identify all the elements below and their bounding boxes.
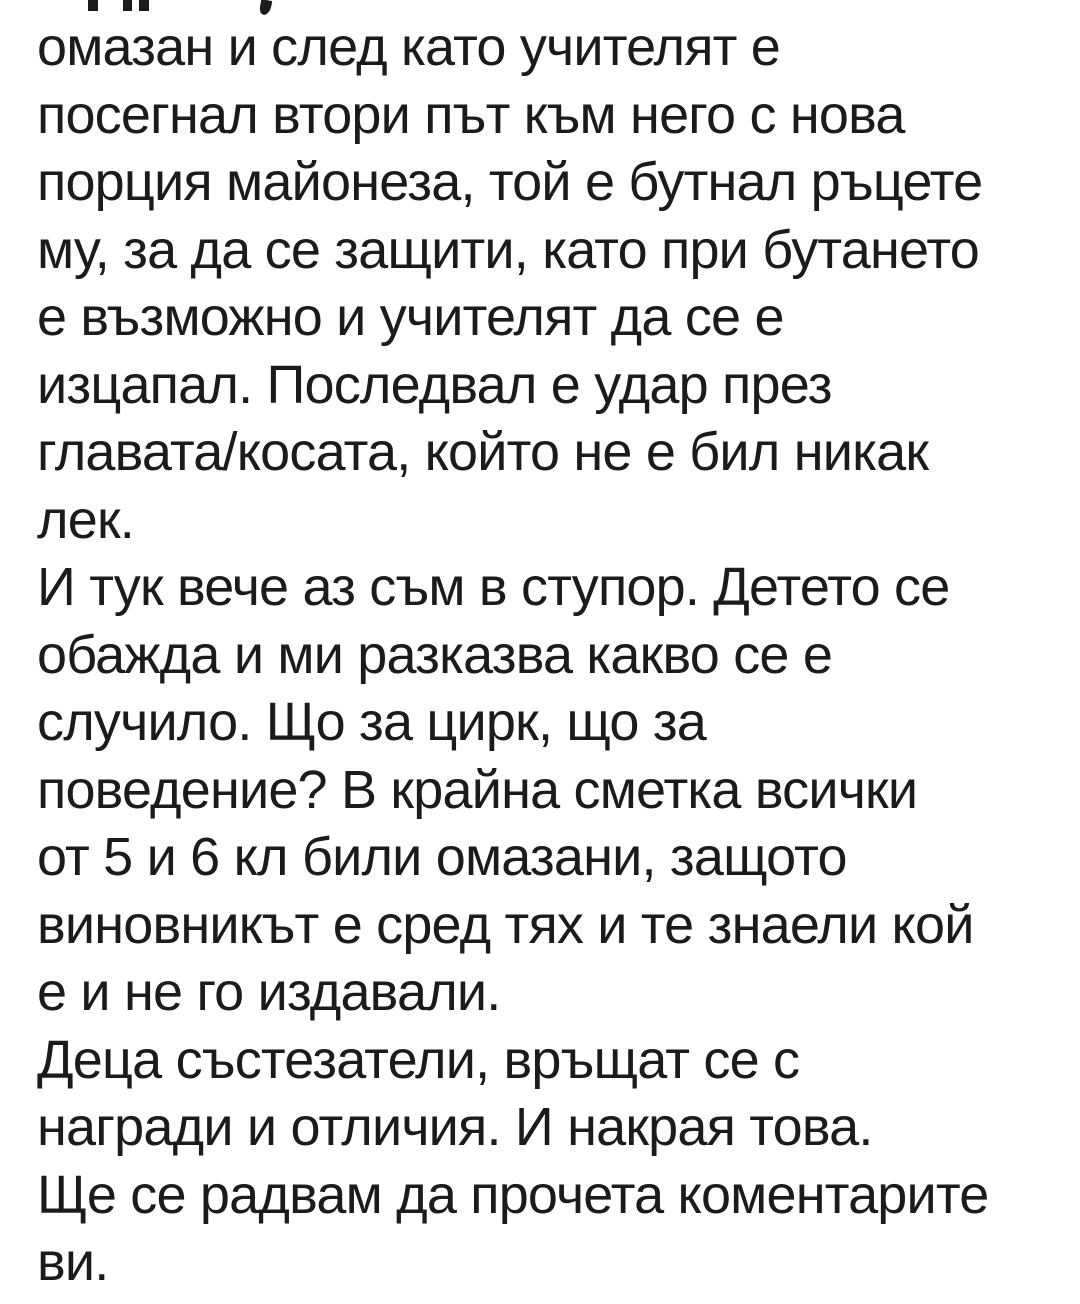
text-line: порция майонеза, той е бутнал ръцете [37, 152, 983, 212]
text-line: посегнал втори път към него с нова [37, 84, 905, 145]
text-line: Ще се радвам да прочета коментарите [37, 1164, 989, 1225]
text-line: от 5 и 6 кл били омазани, защото [37, 827, 847, 887]
text-line: лек. [37, 489, 134, 550]
text-line: поведение? В крайна сметка всички [37, 759, 918, 820]
text-line: виновникът е сред тях и те знаели кой [37, 894, 974, 955]
text-line: главата/косата, който не е бил никак [37, 422, 929, 482]
letter-descender-fragment [123, 0, 132, 11]
text-line: И тук вече аз съм в ступор. Детето се [37, 557, 950, 617]
post-text [37, 14, 988, 1297]
text-line: изцапал. Последвал е удар през [37, 354, 832, 415]
text-line: е възможно и учителят да се е [37, 287, 784, 347]
text-line: му, за да се защити, като при бутането [37, 219, 979, 280]
text-line: ви. [37, 1232, 109, 1292]
text-line: обажда и ми разказва какво се е [37, 624, 833, 685]
text-line: омазан и след като учителят е [37, 17, 781, 77]
letter-descender-fragment [88, 0, 98, 11]
text-line: случило. Що за цирк, що за [37, 692, 707, 752]
text-line: награди и отличия. И накрая това. [37, 1097, 873, 1157]
text-line: е и не го издавали. [37, 962, 501, 1022]
text-line: Деца състезатели, връщат се с [37, 1029, 800, 1090]
letter-descender-fragment [139, 0, 149, 11]
